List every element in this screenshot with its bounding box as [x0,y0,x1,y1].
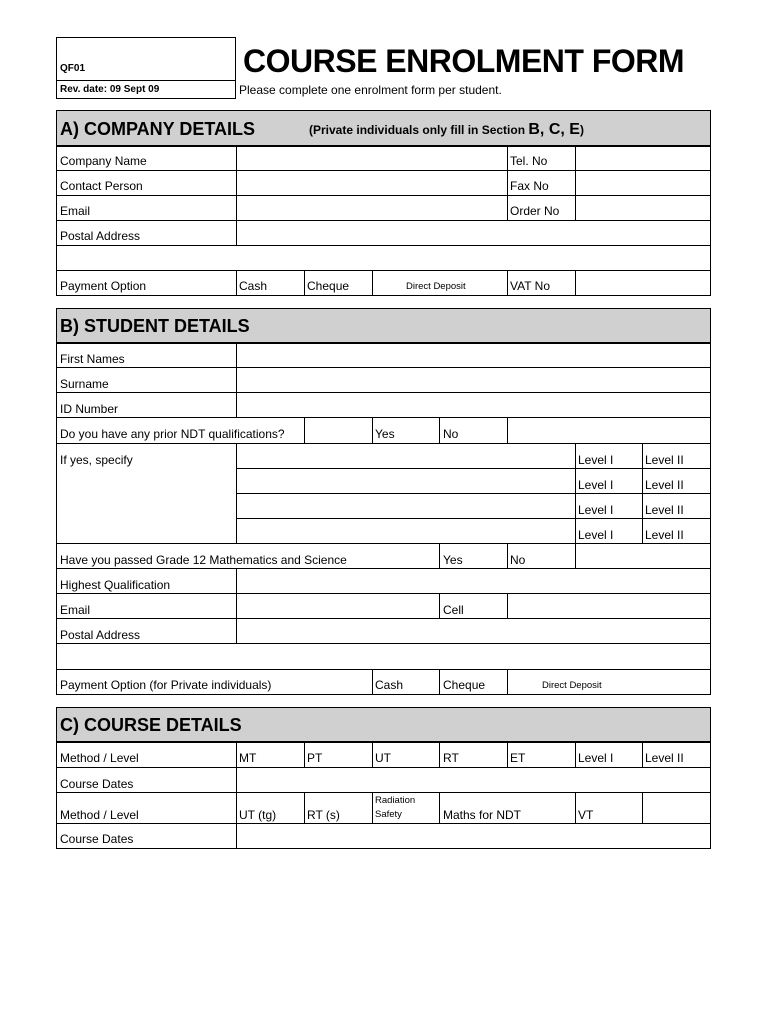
c-hline [56,767,711,768]
cell-label: Cell [443,603,464,617]
company-email-field[interactable] [238,197,506,219]
b-vline [372,417,373,443]
private-payment-cash-option[interactable]: Cash [375,678,404,692]
id-number-label: ID Number [60,402,119,416]
cell-field[interactable] [509,595,709,617]
a-hline [56,170,711,171]
b-vline [507,417,508,443]
level-i-option[interactable]: Level I [578,453,614,467]
fax-no-label: Fax No [510,179,549,193]
form-title: COURSE ENROLMENT FORM [243,43,685,79]
b-hline [56,443,711,444]
student-postal-address-label: Postal Address [60,628,141,642]
level-i-option[interactable]: Level I [578,528,614,542]
b-vline [236,342,237,418]
a-hline [56,220,711,221]
c-vline [439,741,440,767]
c-hline [56,823,711,824]
order-no-field[interactable] [577,197,709,219]
b-vline [575,443,576,543]
b-hline [56,417,711,418]
b-vline [439,593,440,618]
b-vline [642,443,643,543]
b-vline [575,543,576,568]
tel-no-field[interactable] [577,147,709,169]
method-et-option[interactable]: ET [510,751,526,765]
id-number-field[interactable] [238,394,709,416]
section-a-note-suffix: ) [579,123,584,137]
a-vline [507,270,508,296]
b-vline [236,443,237,543]
form-instruction: Please complete one enrolment form per student. [239,83,502,97]
b-hline [236,518,711,519]
student-email-field[interactable] [238,595,438,617]
postal-address-label: Postal Address [60,229,141,243]
course-level-ii-option[interactable]: Level II [645,751,684,765]
course-dates-field[interactable] [238,769,709,791]
company-name-label: Company Name [60,154,147,168]
form-code: QF01 [60,63,86,74]
b-hline [236,493,711,494]
a-vline [372,270,373,296]
method-vt-option[interactable]: VT [578,808,594,822]
company-postal-address-line2[interactable] [58,247,709,269]
c-vline [439,792,440,823]
if-yes-specify-label: If yes, specify [60,453,133,467]
a-hline [56,195,711,196]
prior-ndt-yes-option[interactable]: Yes [375,427,395,441]
method-level-label: Method / Level [60,751,139,765]
vat-no-field[interactable] [577,272,709,294]
fax-no-field[interactable] [577,172,709,194]
radiation-label: Radiation [375,795,416,806]
c-vline [575,741,576,767]
course-dates-label: Course Dates [60,777,134,791]
level-i-option[interactable]: Level I [578,503,614,517]
revision-date: Rev. date: 09 Sept 09 [60,84,160,95]
a-vline [575,145,576,221]
section-c-title: C) COURSE DETAILS [60,715,242,735]
c-vline [372,792,373,823]
b-vline [439,669,440,695]
a-hline [56,245,711,246]
method-rt-option[interactable]: RT [443,751,459,765]
specify-field-2[interactable] [238,470,574,492]
section-a-note-prefix: (Private individuals only fill in Section [309,123,529,137]
a-vline [236,145,237,246]
contact-person-label: Contact Person [60,179,143,193]
a-vline [507,145,508,221]
c-vline [642,741,643,767]
a-vline [304,270,305,296]
b-hline [56,543,711,544]
form-code-divider [56,80,236,81]
level-ii-option[interactable]: Level II [645,453,684,467]
c-vline [575,792,576,823]
email-label: Email [60,204,91,218]
method-ut-tg-option[interactable]: UT (tg) [239,808,277,822]
b-hline [56,392,711,393]
section-a-title: A) COMPANY DETAILS [60,119,256,139]
first-names-label: First Names [60,352,125,366]
surname-label: Surname [60,377,109,391]
specify-field-3[interactable] [238,495,574,517]
c-vline [236,741,237,849]
course-dates-label-2: Course Dates [60,832,134,846]
course-dates-field-2[interactable] [238,825,709,847]
private-payment-direct-deposit-option[interactable]: Direct Deposit [542,680,602,691]
company-postal-address-field[interactable] [238,222,709,244]
b-vline [372,669,373,695]
method-pt-option[interactable]: PT [307,751,323,765]
c-vline [304,792,305,823]
a-vline [575,270,576,296]
maths-for-ndt-option[interactable]: Maths for NDT [443,808,522,822]
private-payment-option-label: Payment Option (for Private individuals) [60,678,272,692]
contact-person-field[interactable] [238,172,506,194]
vat-no-label: VAT No [510,279,551,293]
level-ii-option[interactable]: Level II [645,478,684,492]
b-hline [56,669,711,670]
highest-qualification-field[interactable] [238,570,709,592]
payment-cheque-option[interactable]: Cheque [307,279,350,293]
section-a-note [309,123,584,137]
section-b-title: B) STUDENT DETAILS [60,316,250,336]
course-level-i-option[interactable]: Level I [578,751,614,765]
level-i-option[interactable]: Level I [578,478,614,492]
student-postal-address-line2[interactable] [58,645,709,667]
a-hline [56,270,711,271]
student-email-label: Email [60,603,91,617]
payment-option-label: Payment Option [60,279,147,293]
level-ii-option[interactable]: Level II [645,528,684,542]
order-no-label: Order No [510,204,560,218]
prior-ndt-question: Do you have any prior NDT qualifications? [60,427,285,441]
specify-field-4[interactable] [238,520,574,542]
c-vline [642,792,643,823]
b-hline [56,618,711,619]
method-rt-s-option[interactable]: RT (s) [307,808,340,822]
company-name-field[interactable] [238,147,506,169]
safety-label: Safety [375,809,402,820]
surname-field[interactable] [238,369,709,391]
specify-field-1[interactable] [238,445,574,467]
level-ii-option[interactable]: Level II [645,503,684,517]
b-vline [507,543,508,568]
grade12-no-option[interactable]: No [510,553,526,567]
method-level-label-2: Method / Level [60,808,139,822]
highest-qualification-label: Highest Qualification [60,578,171,592]
c-hline [56,792,711,793]
b-vline [236,568,237,643]
c-vline [304,741,305,767]
section-a-note-sections: B, C, E [528,121,580,138]
b-vline [439,543,440,568]
c-hline [56,741,711,743]
student-postal-address-field[interactable] [238,620,709,642]
b-hline [56,643,711,644]
a-vline [236,270,237,296]
tel-no-label: Tel. No [510,154,548,168]
b-hline [56,568,711,569]
b-vline [507,669,508,695]
b-vline [304,417,305,443]
private-payment-cheque-option[interactable]: Cheque [443,678,486,692]
payment-direct-deposit-option[interactable]: Direct Deposit [406,281,466,292]
grade12-yes-option[interactable]: Yes [443,553,463,567]
radiation-safety-option[interactable] [375,794,415,822]
grade12-question: Have you passed Grade 12 Mathematics and Science [60,553,347,567]
first-names-field[interactable] [238,344,709,366]
b-hline [236,468,711,469]
payment-cash-option[interactable]: Cash [239,279,268,293]
c-vline [372,741,373,767]
b-vline [439,417,440,443]
prior-ndt-no-option[interactable]: No [443,427,459,441]
method-ut-option[interactable]: UT [375,751,391,765]
c-vline [507,741,508,767]
b-vline [507,593,508,618]
b-hline [56,367,711,368]
method-mt-option[interactable]: MT [239,751,257,765]
b-hline [56,593,711,594]
